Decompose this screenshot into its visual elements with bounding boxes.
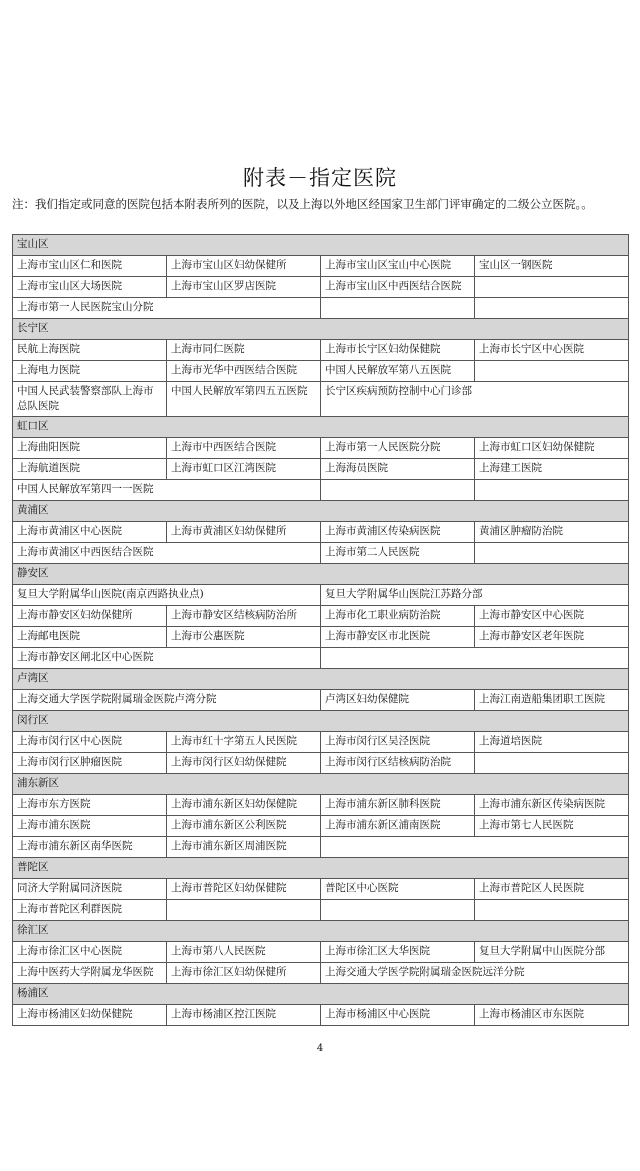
hospital-name-cell: 上海市东方医院 [13,795,167,816]
empty-cell [321,837,629,858]
table-row [13,459,629,480]
empty-cell [475,480,629,501]
hospital-name-cell: 上海市徐汇区大华医院 [321,942,475,963]
hospital-name-cell: 上海市宝山区宝山中心医院 [321,256,475,277]
hospital-name-cell: 上海市静安区结核病防治所 [167,606,321,627]
hospital-name-cell: 中国人民解放军第四五五医院 [167,382,321,417]
hospital-name-cell: 上海市普陀区利群医院 [13,900,167,921]
hospital-name-cell: 上海市闵行区结核病防治院 [321,753,475,774]
hospital-name-cell: 上海市同仁医院 [167,340,321,361]
table-row [13,361,629,382]
empty-cell [475,543,629,564]
page-title: 附表－指定医院 [243,166,397,190]
hospital-name-cell: 上海市闵行区吴泾医院 [321,732,475,753]
hospital-name-cell: 上海市普陀区妇幼保健院 [167,879,321,900]
hospital-name-cell: 上海航道医院 [13,459,167,480]
hospital-name-cell: 上海市黄浦区中西医结合医院 [13,543,321,564]
region-name: 徐汇区 [13,921,629,942]
hospital-name-cell: 复旦大学附属中山医院分部 [475,942,629,963]
hospital-name-cell: 长宁区疾病预防控制中心门诊部 [321,382,629,417]
hospital-name-cell: 上海市长宁区妇幼保健院 [321,340,475,361]
hospital-name-cell: 复旦大学附属华山医院江苏路分部 [321,585,629,606]
region-header-row [13,984,629,1005]
table-row [13,298,629,319]
region-header-row [13,921,629,942]
hospital-name-cell: 上海邮电医院 [13,627,167,648]
empty-cell [475,900,629,921]
hospital-name-cell: 民航上海医院 [13,340,167,361]
hospital-name-cell: 上海市浦东新区南华医院 [13,837,167,858]
hospital-name-cell: 上海市浦东新区公利医院 [167,816,321,837]
hospital-name-cell: 上海市浦东新区妇幼保健院 [167,795,321,816]
empty-cell [321,900,475,921]
empty-cell [321,298,475,319]
region-name: 普陀区 [13,858,629,879]
hospital-name-cell: 上海市第一人民医院宝山分院 [13,298,321,319]
table-row [13,648,629,669]
region-name: 长宁区 [13,319,629,340]
hospital-name-cell: 上海市静安区妇幼保健所 [13,606,167,627]
hospital-name-cell: 上海市红十字第五人民医院 [167,732,321,753]
hospital-name-cell: 上海市普陀区人民医院 [475,879,629,900]
hospital-name-cell: 同济大学附属同济医院 [13,879,167,900]
hospital-name-cell: 上海曲阳医院 [13,438,167,459]
hospital-name-cell: 上海市宝山区罗店医院 [167,277,321,298]
hospital-name-cell: 上海市公惠医院 [167,627,321,648]
region-header-row [13,858,629,879]
table-row [13,795,629,816]
region-name: 闵行区 [13,711,629,732]
hospital-name-cell: 上海市浦东医院 [13,816,167,837]
table-row [13,480,629,501]
region-name: 虹口区 [13,417,629,438]
page-number: 4 [316,1043,324,1054]
hospital-name-cell: 上海市中西医结合医院 [167,438,321,459]
region-header-row [13,774,629,795]
hospital-name-cell: 上海市宝山区中西医结合医院 [321,277,475,298]
empty-cell [475,361,629,382]
region-name: 静安区 [13,564,629,585]
table-row [13,942,629,963]
hospital-name-cell: 复旦大学附属华山医院(南京西路执业点) [13,585,321,606]
region-header-row [13,235,629,256]
region-header-row [13,669,629,690]
hospital-name-cell: 上海市浦东新区周浦医院 [167,837,321,858]
table-row [13,382,629,417]
hospital-name-cell: 宝山区一钢医院 [475,256,629,277]
hospital-name-cell: 黄浦区肿瘤防治院 [475,522,629,543]
table-row [13,753,629,774]
table-row [13,438,629,459]
table-row [13,627,629,648]
hospital-name-cell: 上海市第八人民医院 [167,942,321,963]
hospital-name-cell: 上海市第二人民医院 [321,543,475,564]
region-header-row [13,417,629,438]
table-row [13,732,629,753]
hospital-name-cell: 上海市黄浦区妇幼保健所 [167,522,321,543]
hospital-name-cell: 上海江南造船集团职工医院 [475,690,629,711]
empty-cell [475,753,629,774]
table-row [13,816,629,837]
hospital-name-cell: 上海市杨浦区中心医院 [321,1005,475,1026]
hospital-name-cell: 上海道培医院 [475,732,629,753]
hospital-name-cell: 卢湾区妇幼保健院 [321,690,475,711]
hospital-name-cell: 上海市浦东新区浦南医院 [321,816,475,837]
hospital-name-cell: 上海市闵行区肿瘤医院 [13,753,167,774]
region-name: 浦东新区 [13,774,629,795]
hospital-name-cell: 上海交通大学医学院附属瑞金医院远洋分院 [321,963,629,984]
empty-cell [167,900,321,921]
hospital-name-cell: 上海市黄浦区中心医院 [13,522,167,543]
hospital-name-cell: 上海市宝山区大场医院 [13,277,167,298]
region-name: 卢湾区 [13,669,629,690]
table-row [13,543,629,564]
hospital-name-cell: 上海市化工职业病防治院 [321,606,475,627]
hospital-name-cell: 上海市静安区老年医院 [475,627,629,648]
table-row [13,837,629,858]
region-header-row [13,564,629,585]
region-header-row [13,501,629,522]
table-row [13,256,629,277]
region-name: 杨浦区 [13,984,629,1005]
empty-cell [475,298,629,319]
hospital-name-cell: 上海市光华中西医结合医院 [167,361,321,382]
hospital-name-cell: 上海市虹口区江湾医院 [167,459,321,480]
hospital-name-cell: 上海市浦东新区肺科医院 [321,795,475,816]
hospital-name-cell: 上海市静安区中心医院 [475,606,629,627]
hospital-name-cell: 中国人民解放军第八五医院 [321,361,475,382]
hospital-name-cell: 上海市静安区闸北区中心医院 [13,648,321,669]
hospital-name-cell: 上海市静安区市北医院 [321,627,475,648]
hospital-name-cell: 上海市徐汇区中心医院 [13,942,167,963]
table-row [13,340,629,361]
empty-cell [321,480,475,501]
table-row [13,277,629,298]
hospital-name-cell: 上海市杨浦区控江医院 [167,1005,321,1026]
hospital-name-cell: 上海电力医院 [13,361,167,382]
hospital-table [12,234,629,1026]
hospital-name-cell: 上海市闵行区妇幼保健院 [167,753,321,774]
table-row [13,963,629,984]
table-row [13,606,629,627]
hospital-name-cell: 上海市长宁区中心医院 [475,340,629,361]
hospital-name-cell: 上海市虹口区妇幼保健院 [475,438,629,459]
table-row [13,879,629,900]
hospital-name-cell: 上海市黄浦区传染病医院 [321,522,475,543]
table-row [13,690,629,711]
region-name: 黄浦区 [13,501,629,522]
region-header-row [13,711,629,732]
table-row [13,522,629,543]
table-row [13,1005,629,1026]
region-header-row [13,319,629,340]
hospital-name-cell: 中国人民武装警察部队上海市总队医院 [13,382,167,417]
hospital-name-cell: 普陀区中心医院 [321,879,475,900]
hospital-name-cell: 上海市宝山区仁和医院 [13,256,167,277]
hospital-name-cell: 上海市杨浦区妇幼保健院 [13,1005,167,1026]
hospital-name-cell: 上海市浦东新区传染病医院 [475,795,629,816]
hospital-name-cell: 上海交通大学医学院附属瑞金医院卢湾分院 [13,690,321,711]
hospital-name-cell: 上海建工医院 [475,459,629,480]
empty-cell [475,277,629,298]
region-name: 宝山区 [13,235,629,256]
note-text: 注：我们指定或同意的医院包括本附表所列的医院，以及上海以外地区经国家卫生部门评审确定的二级公立医院。。 [12,197,593,211]
hospital-name-cell: 上海市第一人民医院分院 [321,438,475,459]
hospital-name-cell: 上海市第七人民医院 [475,816,629,837]
hospital-name-cell: 上海市徐汇区妇幼保健所 [167,963,321,984]
hospital-name-cell: 上海市宝山区妇幼保健所 [167,256,321,277]
hospital-name-cell: 上海市杨浦区市东医院 [475,1005,629,1026]
hospital-name-cell: 中国人民解放军第四一一医院 [13,480,321,501]
hospital-name-cell: 上海市闵行区中心医院 [13,732,167,753]
hospital-name-cell: 上海海员医院 [321,459,475,480]
table-row [13,900,629,921]
empty-cell [321,648,629,669]
table-row [13,585,629,606]
hospital-name-cell: 上海中医药大学附属龙华医院 [13,963,167,984]
